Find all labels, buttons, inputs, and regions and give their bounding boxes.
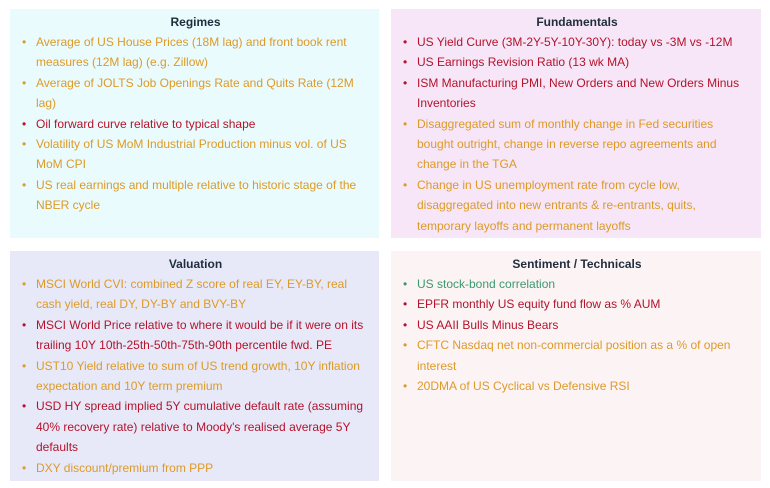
- indicator-text: Volatility of US MoM Industrial Production minus vol. of US MoM CPI: [36, 137, 347, 172]
- indicator-item: [401, 315, 753, 335]
- indicator-list: [401, 274, 753, 396]
- bullet-icon: •: [403, 35, 408, 49]
- indicator-item: [20, 458, 371, 478]
- indicator-text: US Yield Curve (3M-2Y-5Y-10Y-30Y): today vs -3M vs -12M: [417, 35, 733, 49]
- bullet-icon: •: [403, 116, 408, 131]
- indicator-item: [401, 335, 753, 376]
- indicator-text: Average of US House Prices (18M lag) and front book rent measures (12M lag) (e.g. Zillow): [36, 35, 347, 70]
- indicator-text: UST10 Yield relative to sum of US trend growth, 10Y inflation expectation and 10Y term premium: [36, 358, 360, 394]
- indicator-item: [401, 114, 753, 175]
- indicator-text: US Earnings Revision Ratio (13 wk MA): [417, 55, 630, 70]
- indicator-item: [20, 32, 371, 73]
- bullet-icon: •: [403, 379, 408, 394]
- bullet-icon: •: [22, 75, 27, 90]
- bullet-icon: •: [403, 297, 408, 312]
- indicator-text: MSCI World Price relative to where it would be if it were on its trailing 10Y 10th-25th-50th-75th-90th percentile fwd. PE: [36, 317, 364, 353]
- indicator-text: US real earnings and multiple relative to historic stage of the NBER cycle: [36, 177, 357, 213]
- indicator-item: [401, 73, 753, 114]
- panel-sentiment-technicals: [391, 251, 761, 481]
- bullet-icon: •: [22, 35, 27, 49]
- indicator-text: ISM Manufacturing PMI, New Orders and New Orders Minus Inventories: [417, 75, 740, 111]
- indicator-text: CFTC Nasdaq net non-commercial position as a % of open interest: [417, 338, 731, 373]
- indicator-text: MSCI World CVI: combined Z score of real EY, EY-BY, real cash yield, real DY, DY-BY and BVY-BY: [36, 277, 348, 312]
- indicator-text: Oil forward curve relative to typical shape: [36, 116, 256, 131]
- indicator-text: EPFR monthly US equity fund flow as % AUM: [417, 297, 661, 312]
- indicator-item: [20, 175, 371, 216]
- panel-title: Sentiment / Technicals: [512, 257, 642, 271]
- bullet-icon: •: [403, 317, 408, 332]
- panel-valuation: [10, 251, 379, 481]
- bullet-icon: •: [22, 317, 27, 332]
- indicator-text: US stock-bond correlation: [417, 277, 556, 291]
- bullet-icon: •: [22, 399, 27, 414]
- bullet-icon: •: [22, 116, 27, 131]
- indicator-text: 20DMA of US Cyclical vs Defensive RSI: [417, 379, 630, 394]
- indicator-text: Disaggregated sum of monthly change in Fed securities bought outright, change in reverse repo agreements and change in the TGA: [417, 116, 717, 172]
- indicator-text: US AAII Bulls Minus Bears: [417, 317, 559, 332]
- indicator-item: [20, 114, 371, 134]
- bullet-icon: •: [403, 177, 408, 192]
- bullet-icon: •: [403, 338, 408, 353]
- indicator-item: [20, 315, 371, 356]
- indicator-item: [401, 52, 753, 72]
- indicator-item: [20, 356, 371, 397]
- indicator-item: [20, 134, 371, 175]
- bullet-icon: •: [403, 55, 408, 70]
- indicator-list: [20, 274, 371, 478]
- indicator-text: Change in US unemployment rate from cycle low, disaggregated into new entrants & re-entrants, quits, temporary layoffs and permanent layoffs: [417, 177, 696, 233]
- indicator-item: [401, 175, 753, 236]
- panel-title: Fundamentals: [536, 15, 618, 29]
- indicator-item: [401, 376, 753, 396]
- bullet-icon: •: [403, 277, 408, 291]
- indicator-text: Average of JOLTS Job Openings Rate and Quits Rate (12M lag): [36, 75, 354, 111]
- indicator-item: [401, 32, 753, 52]
- indicator-list: [401, 32, 753, 236]
- indicator-item: [20, 396, 371, 457]
- bullet-icon: •: [22, 358, 27, 373]
- indicator-item: [20, 73, 371, 114]
- indicator-list: [20, 32, 371, 216]
- panel-fundamentals: [391, 9, 761, 238]
- bullet-icon: •: [22, 277, 27, 291]
- indicator-item: [20, 274, 371, 315]
- indicator-item: [401, 274, 753, 294]
- panel-title: Valuation: [168, 257, 223, 271]
- indicator-text: DXY discount/premium from PPP: [36, 460, 214, 475]
- panel-title: Regimes: [170, 15, 221, 29]
- bullet-icon: •: [403, 75, 408, 90]
- indicator-item: [401, 294, 753, 314]
- bullet-icon: •: [22, 460, 27, 475]
- bullet-icon: •: [22, 137, 27, 152]
- indicator-text: USD HY spread implied 5Y cumulative default rate (assuming 40% recovery rate) relative to Moody's realised average 5Y defaults: [36, 399, 364, 455]
- panel-regimes: [10, 9, 379, 238]
- bullet-icon: •: [22, 177, 27, 192]
